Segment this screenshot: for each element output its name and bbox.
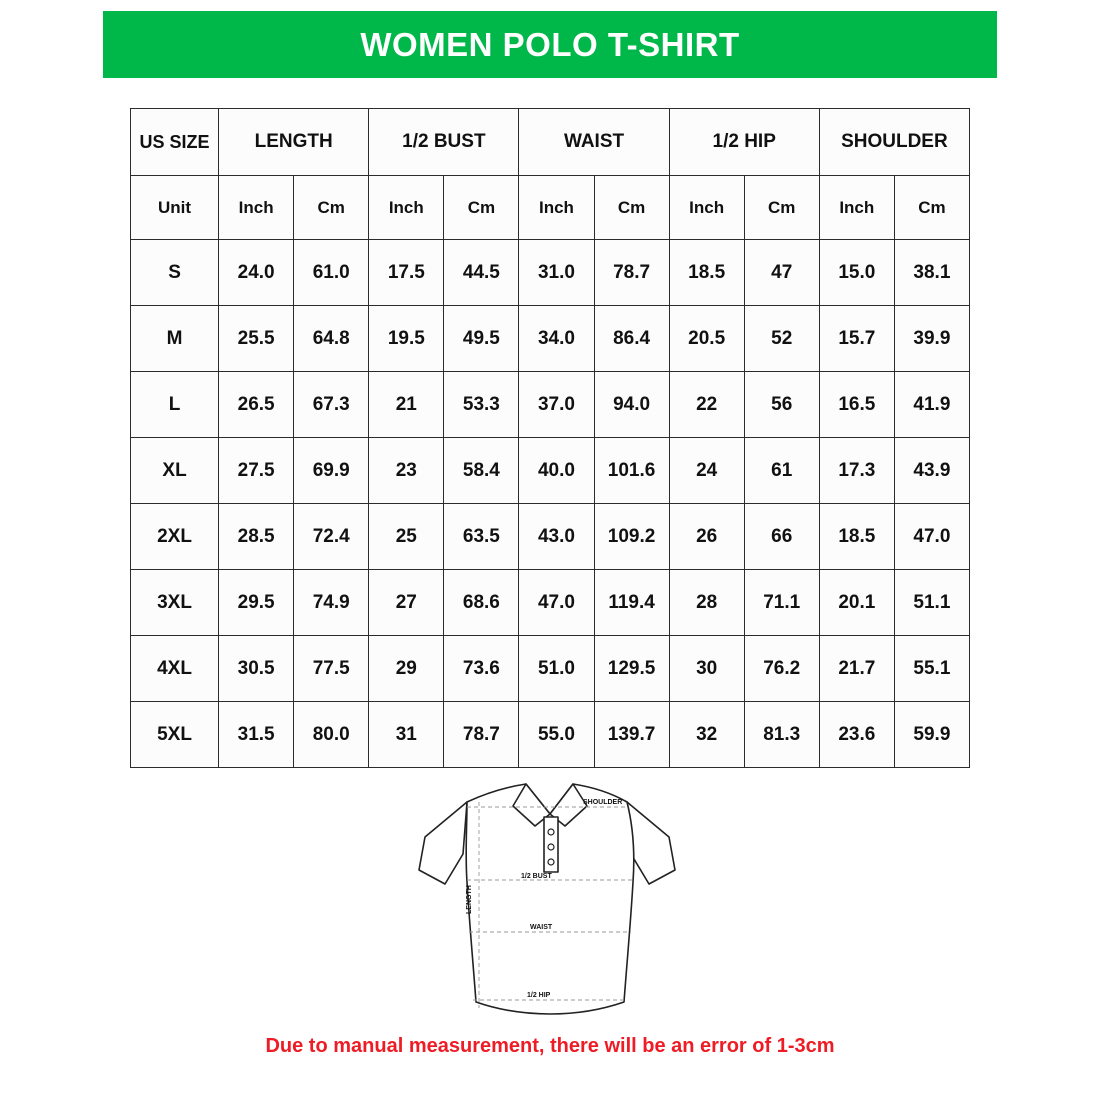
row-size-label: L bbox=[131, 372, 219, 438]
col-header-length: LENGTH bbox=[219, 109, 369, 176]
table-cell: 49.5 bbox=[444, 306, 519, 372]
unit-cell: Cm bbox=[294, 176, 369, 240]
table-cell: 61.0 bbox=[294, 240, 369, 306]
table-row bbox=[131, 702, 970, 768]
table-cell: 109.2 bbox=[594, 504, 669, 570]
table-cell: 30.5 bbox=[219, 636, 294, 702]
table-cell: 30 bbox=[669, 636, 744, 702]
row-size-label: 2XL bbox=[131, 504, 219, 570]
table-cell: 58.4 bbox=[444, 438, 519, 504]
row-size-label: 4XL bbox=[131, 636, 219, 702]
unit-row-label: Unit bbox=[131, 176, 219, 240]
row-size-label: S bbox=[131, 240, 219, 306]
table-cell: 23.6 bbox=[819, 702, 894, 768]
table-cell: 34.0 bbox=[519, 306, 594, 372]
table-cell: 76.2 bbox=[744, 636, 819, 702]
table-cell: 52 bbox=[744, 306, 819, 372]
table-cell: 81.3 bbox=[744, 702, 819, 768]
row-size-label: 5XL bbox=[131, 702, 219, 768]
table-cell: 26.5 bbox=[219, 372, 294, 438]
table-cell: 77.5 bbox=[294, 636, 369, 702]
header-banner bbox=[103, 11, 997, 78]
table-cell: 51.1 bbox=[894, 570, 969, 636]
table-cell: 27 bbox=[369, 570, 444, 636]
table-cell: 37.0 bbox=[519, 372, 594, 438]
label-length: LENGTH bbox=[466, 885, 473, 914]
table-cell: 29 bbox=[369, 636, 444, 702]
table-cell: 19.5 bbox=[369, 306, 444, 372]
table-row bbox=[131, 636, 970, 702]
unit-cell: Cm bbox=[594, 176, 669, 240]
table-cell: 43.9 bbox=[894, 438, 969, 504]
unit-cell: Inch bbox=[669, 176, 744, 240]
table-row bbox=[131, 438, 970, 504]
table-cell: 21.7 bbox=[819, 636, 894, 702]
table-cell: 25.5 bbox=[219, 306, 294, 372]
table-cell: 21 bbox=[369, 372, 444, 438]
table-cell: 63.5 bbox=[444, 504, 519, 570]
table-cell: 23 bbox=[369, 438, 444, 504]
measurement-diagram bbox=[0, 762, 1100, 1027]
table-cell: 16.5 bbox=[819, 372, 894, 438]
table-cell: 20.1 bbox=[819, 570, 894, 636]
table-cell: 56 bbox=[744, 372, 819, 438]
table-cell: 78.7 bbox=[594, 240, 669, 306]
table-cell: 28 bbox=[669, 570, 744, 636]
table-cell: 129.5 bbox=[594, 636, 669, 702]
table-cell: 41.9 bbox=[894, 372, 969, 438]
table-cell: 69.9 bbox=[294, 438, 369, 504]
unit-cell: Cm bbox=[744, 176, 819, 240]
label-half-hip: 1/2 HIP bbox=[527, 992, 551, 999]
table-cell: 119.4 bbox=[594, 570, 669, 636]
table-cell: 86.4 bbox=[594, 306, 669, 372]
table-cell: 78.7 bbox=[444, 702, 519, 768]
table-cell: 25 bbox=[369, 504, 444, 570]
table-cell: 59.9 bbox=[894, 702, 969, 768]
table-cell: 139.7 bbox=[594, 702, 669, 768]
table-cell: 26 bbox=[669, 504, 744, 570]
table-unit-row bbox=[131, 176, 970, 240]
table-cell: 18.5 bbox=[819, 504, 894, 570]
unit-cell: Inch bbox=[519, 176, 594, 240]
table-cell: 61 bbox=[744, 438, 819, 504]
table-cell: 55.0 bbox=[519, 702, 594, 768]
table-cell: 64.8 bbox=[294, 306, 369, 372]
table-cell: 22 bbox=[669, 372, 744, 438]
table-cell: 31.0 bbox=[519, 240, 594, 306]
unit-cell: Inch bbox=[369, 176, 444, 240]
table-cell: 40.0 bbox=[519, 438, 594, 504]
table-row bbox=[131, 240, 970, 306]
table-cell: 66 bbox=[744, 504, 819, 570]
table-cell: 47 bbox=[744, 240, 819, 306]
table-cell: 80.0 bbox=[294, 702, 369, 768]
size-table-wrapper bbox=[130, 108, 970, 768]
table-cell: 47.0 bbox=[894, 504, 969, 570]
table-cell: 71.1 bbox=[744, 570, 819, 636]
table-cell: 17.5 bbox=[369, 240, 444, 306]
table-cell: 101.6 bbox=[594, 438, 669, 504]
row-size-label: 3XL bbox=[131, 570, 219, 636]
table-group-header-row bbox=[131, 109, 970, 176]
table-row bbox=[131, 504, 970, 570]
table-cell: 67.3 bbox=[294, 372, 369, 438]
table-cell: 31 bbox=[369, 702, 444, 768]
col-header-waist: WAIST bbox=[519, 109, 669, 176]
col-header-half-hip: 1/2 HIP bbox=[669, 109, 819, 176]
table-cell: 55.1 bbox=[894, 636, 969, 702]
table-row bbox=[131, 306, 970, 372]
polo-shirt-illustration bbox=[405, 762, 695, 1027]
measurement-note: Due to manual measurement, there will be an error of 1-3cm bbox=[265, 1035, 835, 1057]
table-cell: 51.0 bbox=[519, 636, 594, 702]
col-header-us-size: US SIZE bbox=[131, 109, 219, 176]
size-table bbox=[130, 108, 970, 768]
table-cell: 29.5 bbox=[219, 570, 294, 636]
table-cell: 74.9 bbox=[294, 570, 369, 636]
label-waist: WAIST bbox=[530, 924, 553, 931]
table-cell: 18.5 bbox=[669, 240, 744, 306]
unit-cell: Inch bbox=[219, 176, 294, 240]
table-cell: 47.0 bbox=[519, 570, 594, 636]
label-shoulder: SHOULDER bbox=[583, 799, 623, 806]
table-cell: 24 bbox=[669, 438, 744, 504]
table-cell: 20.5 bbox=[669, 306, 744, 372]
table-cell: 68.6 bbox=[444, 570, 519, 636]
unit-cell: Cm bbox=[894, 176, 969, 240]
table-cell: 17.3 bbox=[819, 438, 894, 504]
table-cell: 38.1 bbox=[894, 240, 969, 306]
unit-cell: Cm bbox=[444, 176, 519, 240]
col-header-shoulder: SHOULDER bbox=[819, 109, 969, 176]
table-row bbox=[131, 372, 970, 438]
table-cell: 44.5 bbox=[444, 240, 519, 306]
table-cell: 72.4 bbox=[294, 504, 369, 570]
table-cell: 43.0 bbox=[519, 504, 594, 570]
label-half-bust: 1/2 BUST bbox=[521, 873, 552, 880]
table-cell: 15.7 bbox=[819, 306, 894, 372]
table-cell: 28.5 bbox=[219, 504, 294, 570]
table-cell: 53.3 bbox=[444, 372, 519, 438]
table-cell: 31.5 bbox=[219, 702, 294, 768]
table-cell: 32 bbox=[669, 702, 744, 768]
table-cell: 73.6 bbox=[444, 636, 519, 702]
table-cell: 39.9 bbox=[894, 306, 969, 372]
table-cell: 94.0 bbox=[594, 372, 669, 438]
table-cell: 27.5 bbox=[219, 438, 294, 504]
table-cell: 15.0 bbox=[819, 240, 894, 306]
unit-cell: Inch bbox=[819, 176, 894, 240]
page-title: WOMEN POLO T-SHIRT bbox=[360, 25, 740, 63]
table-row bbox=[131, 570, 970, 636]
col-header-half-bust: 1/2 BUST bbox=[369, 109, 519, 176]
row-size-label: M bbox=[131, 306, 219, 372]
row-size-label: XL bbox=[131, 438, 219, 504]
table-cell: 24.0 bbox=[219, 240, 294, 306]
